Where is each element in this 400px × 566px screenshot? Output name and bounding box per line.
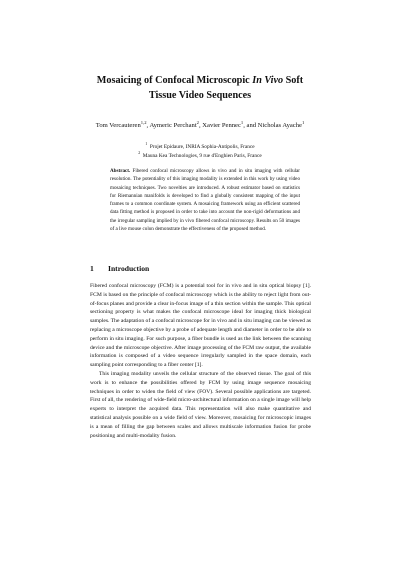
author: Aymeric Perchant$^2$ bbox=[149, 119, 199, 129]
title-line1-end: Soft bbox=[283, 75, 304, 86]
author: Xavier Pennec$^1$ bbox=[202, 119, 244, 129]
abstract-text: Fibered confocal microscopy allows in vivo and in situ imaging with cellular resolution. The potentiality of this imaging modality is extended in this work by using video mosaicing techniques. Two novelties are introduced. A robust estimator based on statistics for Riemannian manifolds is developed to find a globally consistent mapping of the input frames to a common coordinate system. A mosaicing framework using an efficient scattered data fitting method is proposed in order to take into account the non-rigid deformations and the irregular sampling implied by in vivo fibered confocal microscopy. Results on 50 images of a live mouse colon demonstrate the effectiveness of the proposed method. bbox=[110, 168, 300, 233]
author: Tom Vercauteren$^{1,2}$ bbox=[95, 119, 147, 129]
author-list: Tom Vercauteren$^{1,2}$, Aymeric Perchant$^2$, Xavier Pennec$^1$, and Nicholas Ayache$^1$ bbox=[95, 119, 305, 129]
paragraph: This imaging modality unveils the cellular structure of the observed tissue. The goal of this work is to enhance the possibilities offered by FCM by using image sequence mosaicing techniques in order to widen the field of view (FOV). Several possible applications are targeted. First of all, the rendering of wide-field micro-architectural information on a single image will help experts to interpret the acquired data. This representation will also make quantitative and statistical analysis possible on a wide field of view. Moreover, mosaicing for microscopic images is a mean of filling the gap between scales and allows multiscale information fusion for probe positioning and multi-modality fusion. bbox=[90, 370, 311, 439]
affiliation-list bbox=[60, 143, 340, 160]
paragraph: Fibered confocal microscopy (FCM) is a potential tool for in vivo and in situ optical biopsy [1]. FCM is based on the principle of confocal microscopy which is the ability to reject light from out-of-focus planes and provide a clear in-focus image of a thin section within the sample. This optical sectioning property is what makes the confocal microscope ideal for imaging thick biological samples. The adaptation of a confocal microscope for in vivo and in situ imaging can be viewed as replacing a microscope objective by a probe of adequate length and diameter in order to be able to perform in situ imaging. For such purpose, a fiber bundle is used as the link between the scanning device and the microscope objective. After image processing of the FCM raw output, the available information is composed of a video sequence irregularly sampled in the space domain, each sampling point corresponding to a fiber center [1]. bbox=[90, 283, 311, 369]
abstract bbox=[110, 167, 300, 233]
paper-title bbox=[40, 74, 360, 103]
section-number: 1 bbox=[90, 264, 94, 273]
title-line2: Tissue Video Sequences bbox=[148, 89, 252, 101]
title-line1: Mosaicing of Confocal Microscopic bbox=[96, 75, 253, 86]
title-italic: In Vivo bbox=[252, 75, 284, 86]
body-text bbox=[90, 282, 311, 440]
affiliation: $^1$ Projet Epidaure, INRIA Sophia-Antipolis, France bbox=[145, 142, 255, 150]
abstract-label: Abstract. bbox=[110, 168, 131, 174]
section-title: Introduction bbox=[108, 264, 150, 273]
author: and Nicholas Ayache$^1$ bbox=[246, 119, 305, 129]
affiliation: $^2$ Mauna Kea Technologies, 9 rue d'Enghien Paris, France bbox=[138, 150, 262, 159]
section-heading bbox=[90, 264, 149, 274]
